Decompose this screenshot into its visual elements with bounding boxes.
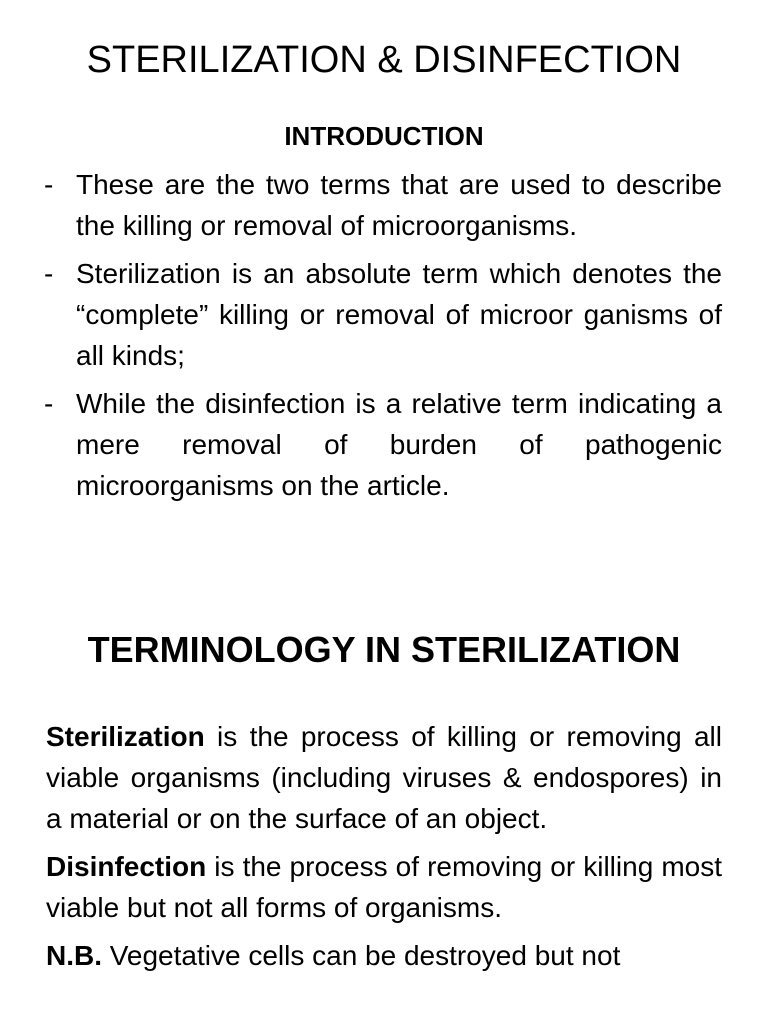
document-title: STERILIZATION & DISINFECTION [86,39,682,81]
bullet-text: Sterilization is an absolute term which denotes the “complete” killing or removal of microor ganisms of all kinds; [76,258,722,371]
definition-text: is the process of killing or removing all viable organisms (including viruses & endospores) in a material or on the surface of an object. [46,721,722,834]
bullet-text: These are the two terms that are used to describe the killing or removal of microorganisms. [76,169,722,241]
definition-text: is the process of removing or killing most viable but not all forms of organisms. [46,851,722,923]
introduction-bullet-list [44,164,722,513]
bullet-text: While the disinfection is a relative term indicating a mere removal of burden of pathogenic microorganisms on the article. [76,388,722,501]
bullet-dash-marker: - [44,258,54,289]
bullet-item [44,253,722,376]
definition-paragraph [46,935,722,976]
definition-term: Disinfection [46,851,207,882]
bullet-dash-marker: - [44,388,54,419]
definition-text: Vegetative cells can be destroyed but not [102,940,621,971]
bullet-item [44,164,722,246]
bullet-dash-marker: - [44,169,54,200]
definition-paragraph [46,846,722,928]
introduction-heading: INTRODUCTION [284,121,484,151]
definition-paragraph [46,716,722,839]
terminology-heading: TERMINOLOGY IN STERILIZATION [87,629,681,670]
definition-term: Sterilization [46,721,205,752]
definition-term: N.B. [46,940,102,971]
terminology-definitions [46,716,722,983]
bullet-item [44,383,722,506]
